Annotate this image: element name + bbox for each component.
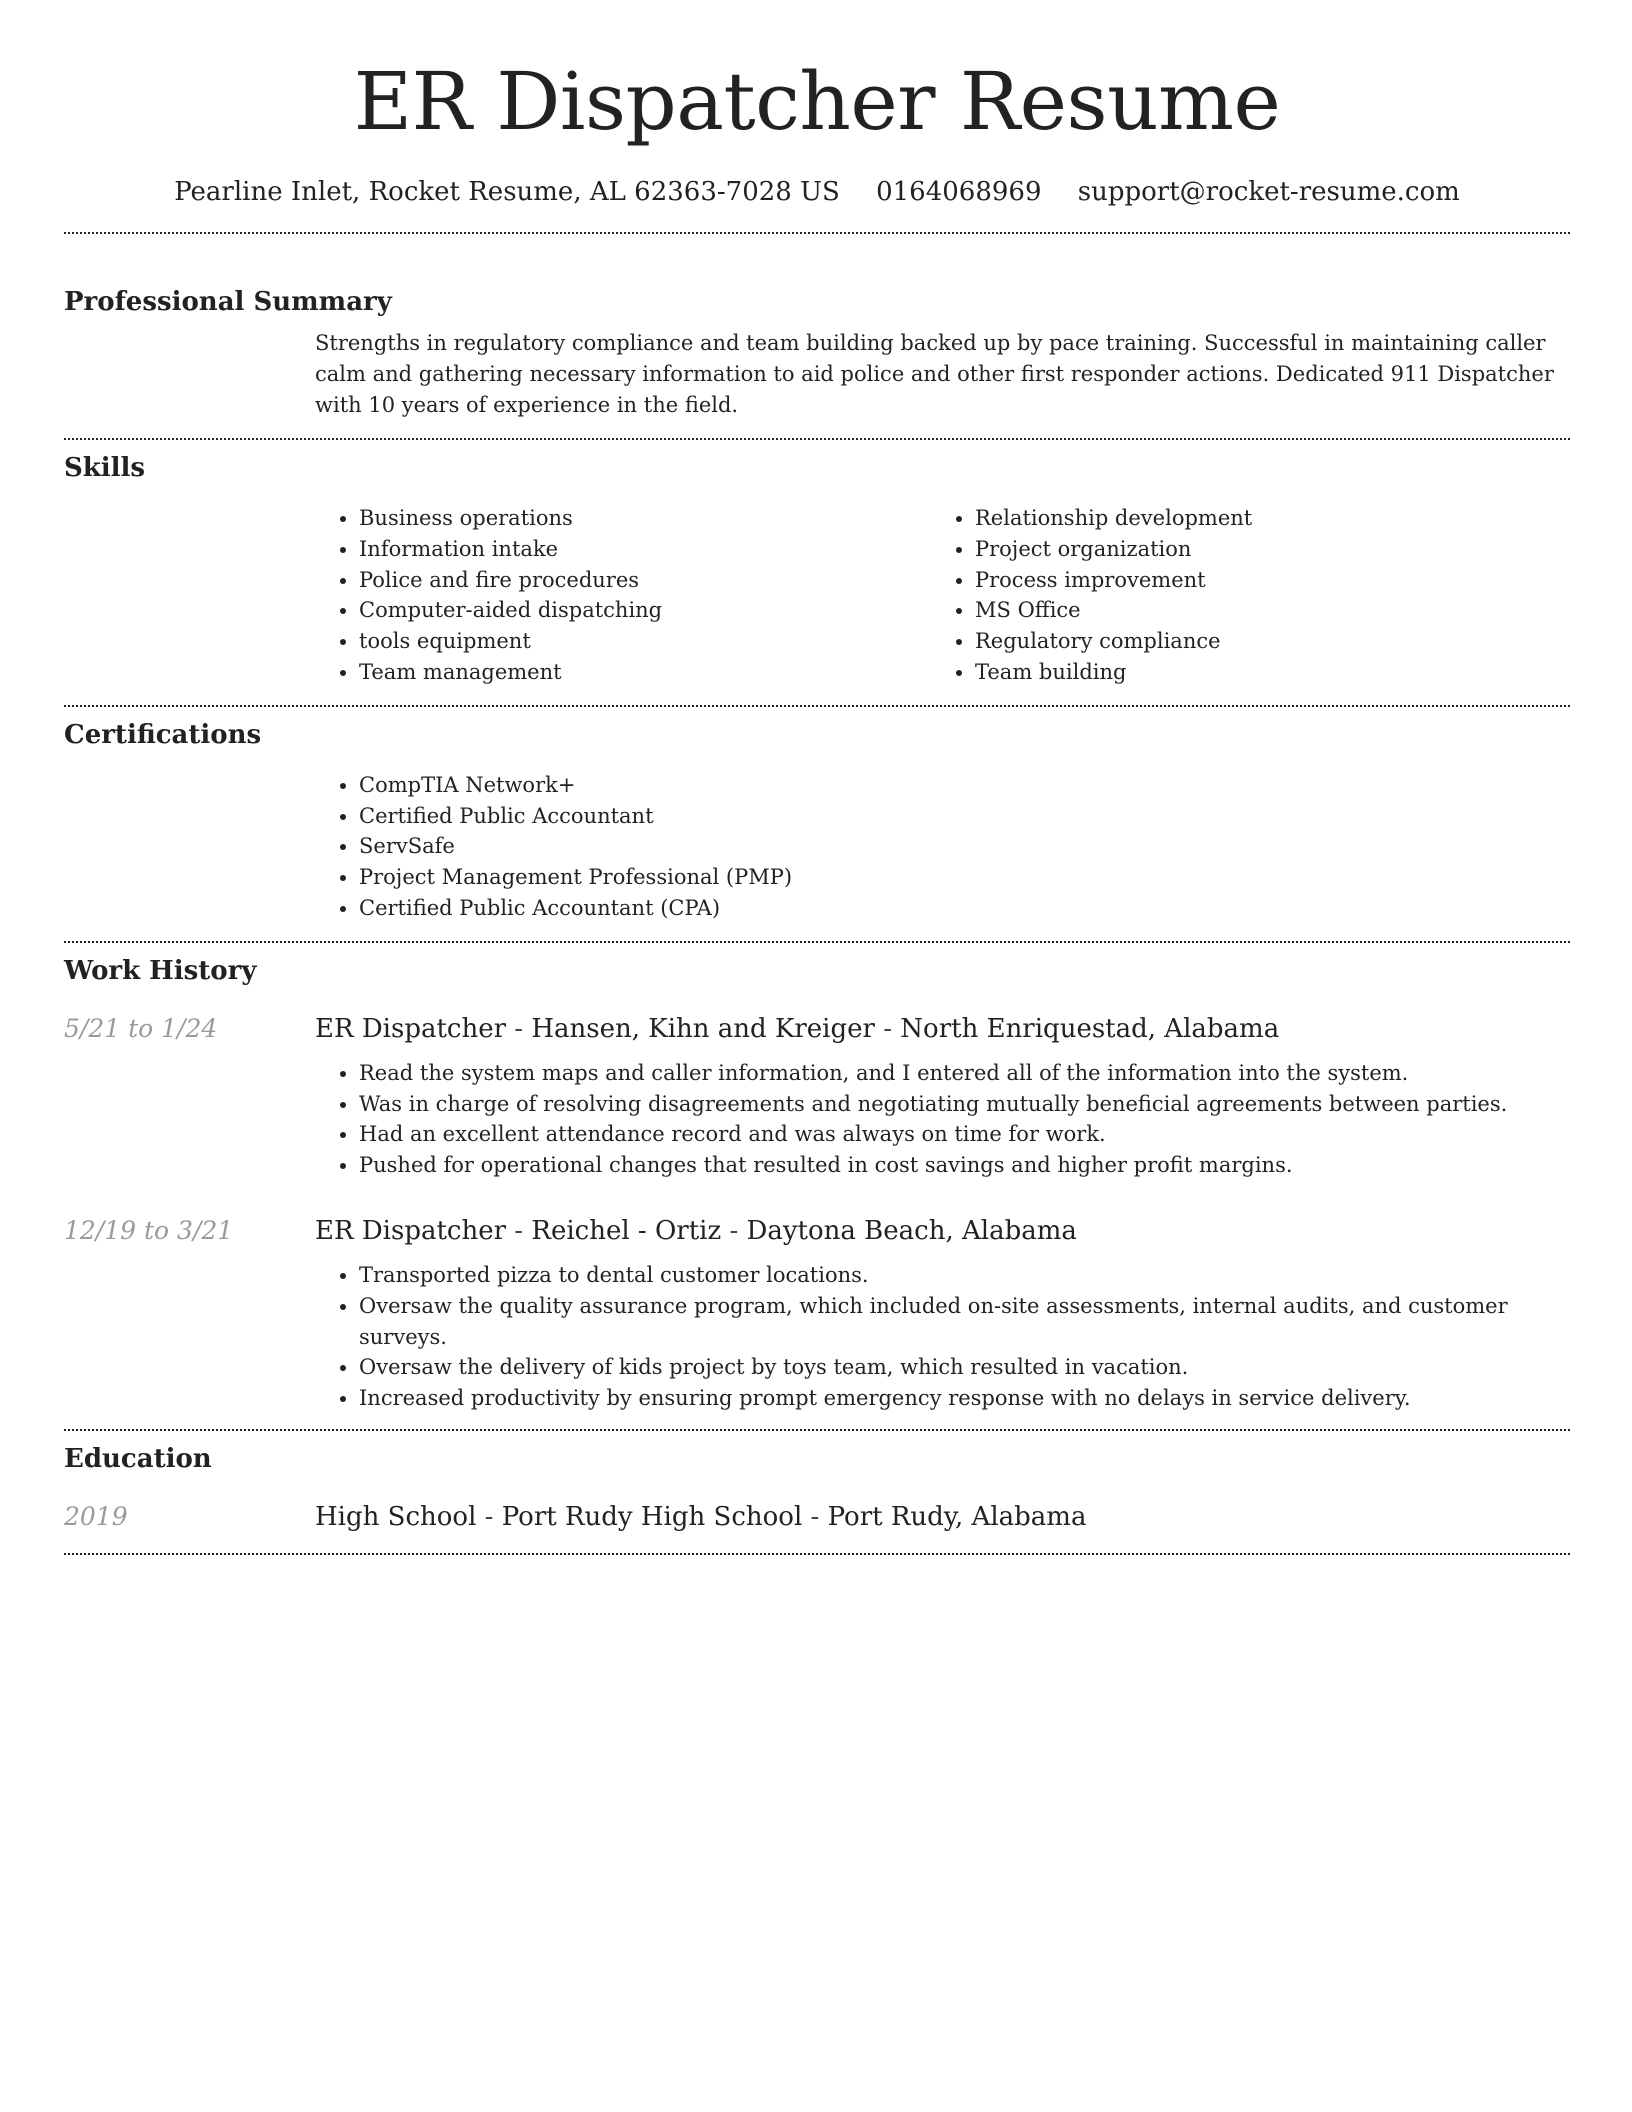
job-entry [64, 1011, 1570, 1181]
list-item: • Business operations [359, 503, 931, 534]
job-title [315, 1011, 1279, 1047]
job-employer: Hansen, Kihn and Kreiger [531, 1013, 875, 1044]
separator: - [506, 1013, 532, 1044]
section-title: Education [64, 1443, 212, 1474]
separator: - [476, 1501, 502, 1532]
summary-body [315, 328, 1570, 421]
list-item: • Information intake [359, 534, 931, 565]
resume-title: ER Dispatcher Resume [353, 55, 1281, 148]
job-employer: Reichel - Ortiz [531, 1215, 722, 1246]
skills-grid [315, 503, 1570, 688]
summary-section [64, 234, 1570, 421]
education-title [315, 1499, 1086, 1535]
list-item: • tools equipment [359, 626, 931, 657]
divider [64, 1553, 1570, 1555]
section-title: Professional Summary [64, 287, 392, 317]
list-item: • ServSafe [359, 831, 1570, 862]
job-header [64, 1213, 1570, 1249]
list-item: • Computer-aided dispatching [359, 595, 931, 626]
list-item: • Project organization [975, 534, 1547, 565]
separator: - [721, 1215, 747, 1246]
education-degree: High School [315, 1501, 477, 1532]
job-dates: 12/19 to 3/21 [64, 1215, 234, 1245]
list-item: • Regulatory compliance [975, 626, 1547, 657]
education-entry [64, 1499, 1570, 1535]
list-item: • Oversaw the quality assurance program, which included on-site assessments, internal audits, and customer surveys. [359, 1291, 1570, 1353]
separator: - [506, 1215, 532, 1246]
section-title: Certifications [64, 719, 262, 750]
education-section [64, 1431, 1570, 1535]
skills-list-left [315, 503, 931, 688]
list-item: • Had an excellent attendance record and was always on time for work. [359, 1119, 1570, 1150]
education-school: Port Rudy High School [501, 1501, 803, 1532]
list-item: • Transported pizza to dental customer locations. [359, 1260, 1570, 1291]
list-item: • Relationship development [975, 503, 1547, 534]
job-bullets [315, 1260, 1570, 1414]
list-item: • Certified Public Accountant (CPA) [359, 893, 1570, 924]
list-item: • Was in charge of resolving disagreements and negotiating mutually beneficial agreements between parties. [359, 1089, 1570, 1120]
education-year: 2019 [64, 1501, 128, 1531]
summary-text: Strengths in regulatory compliance and team building backed up by pace training. Successful in maintaining caller calm and gathering necessary information to aid police and other first responder actions. Dedicated 911 Dispatcher with 10 years of experience in the field. [315, 331, 1554, 417]
work-history-section [64, 943, 1570, 1414]
list-item: • Team management [359, 657, 931, 688]
job-location: Daytona Beach, Alabama [746, 1215, 1077, 1246]
list-item: • Read the system maps and caller information, and I entered all of the information into the system. [359, 1058, 1570, 1089]
job-dates: 5/21 to 1/24 [64, 1013, 218, 1043]
certifications-body [315, 770, 1570, 924]
section-title: Skills [64, 453, 146, 483]
list-item: • Increased productivity by ensuring prompt emergency response with no delays in service delivery. [359, 1383, 1570, 1414]
job-header [64, 1011, 1570, 1047]
list-item: • Team building [975, 657, 1547, 688]
job-role: ER Dispatcher [315, 1013, 507, 1044]
job-title [315, 1213, 1077, 1249]
skills-list-right [931, 503, 1547, 688]
list-item: • Pushed for operational changes that resulted in cost savings and higher profit margins. [359, 1150, 1570, 1181]
separator: - [802, 1501, 828, 1532]
list-item: • Certified Public Accountant [359, 801, 1570, 832]
contact-email: support@rocket-resume.com [1077, 177, 1460, 207]
section-title: Work History [64, 955, 257, 986]
certifications-list [315, 770, 1570, 924]
resume-page [64, 0, 1570, 1555]
list-item: • Project Management Professional (PMP) [359, 862, 1570, 893]
contact-phone: 0164068969 [876, 177, 1042, 207]
education-location: Port Rudy, Alabama [827, 1501, 1087, 1532]
list-item: • CompTIA Network+ [359, 770, 1570, 801]
job-role: ER Dispatcher [315, 1215, 507, 1246]
skills-section [64, 440, 1570, 688]
contact-line [64, 172, 1570, 212]
list-item: • MS Office [975, 595, 1547, 626]
job-bullets [315, 1058, 1570, 1181]
separator: - [874, 1013, 901, 1044]
job-location: North Enriquestad, Alabama [900, 1013, 1280, 1044]
contact-address: Pearline Inlet, Rocket Resume, AL 62363-7028 US [174, 177, 840, 207]
list-item: • Police and fire procedures [359, 565, 931, 596]
certifications-section [64, 707, 1570, 924]
job-entry [64, 1213, 1570, 1414]
list-item: • Process improvement [975, 565, 1547, 596]
list-item: • Oversaw the delivery of kids project by toys team, which resulted in vacation. [359, 1352, 1570, 1383]
